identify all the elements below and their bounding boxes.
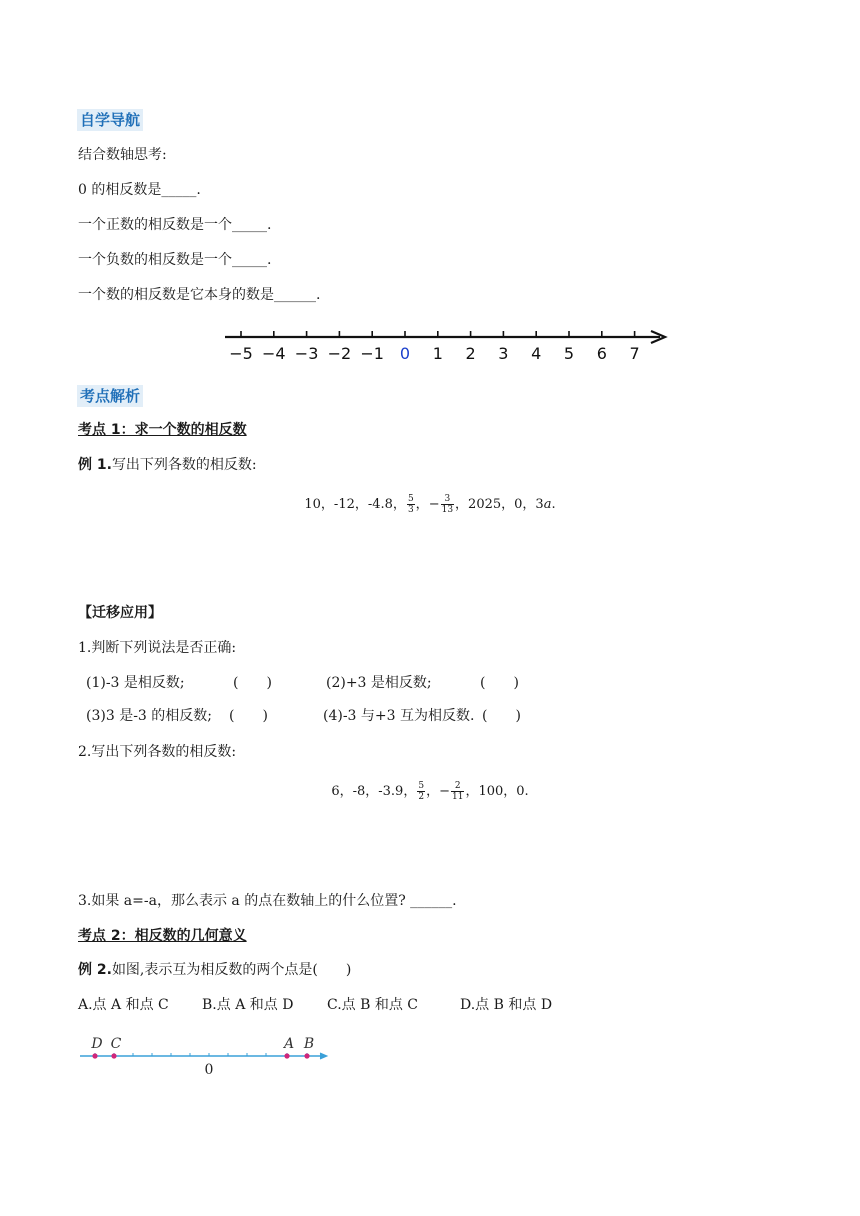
option-d[interactable]: D.点 B 和点 D — [460, 997, 553, 1013]
intro-prompt: 结合数轴思考: — [78, 147, 167, 163]
example-1 — [78, 455, 257, 475]
point-d — [92, 1053, 97, 1058]
fraction-3-13: $\frac{3}{13}$ — [441, 494, 454, 515]
number-line-points-figure — [75, 1030, 340, 1082]
intro-question-1: 0 的相反数是_____. — [78, 182, 201, 198]
statement-3: (3)3 是-3 的相反数; — [86, 708, 212, 724]
number-line-tick-label: 6 — [596, 344, 607, 363]
number-line-tick-label: 0 — [399, 344, 411, 363]
statement-2-answer-blank[interactable]: ( ) — [480, 675, 519, 691]
number-line-tick-label: 3 — [498, 344, 509, 363]
example-1-label: 例 1. — [78, 457, 112, 473]
example-2-text: 如图,表示互为相反数的两个点是( ) — [111, 962, 352, 978]
minus-sign: − — [428, 497, 440, 512]
number-line-tick-label: 1 — [432, 344, 443, 363]
option-c[interactable]: C.点 B 和点 C — [327, 997, 419, 1013]
statement-4-answer-blank[interactable]: ( ) — [482, 708, 521, 724]
number-line-tick-label: −5 — [229, 344, 253, 363]
example-1-number-list — [0, 494, 860, 515]
number-line-tick-label: −2 — [327, 344, 352, 363]
transfer-question-2: 2.写出下列各数的相反数: — [78, 744, 237, 760]
number-line-tick-label: −1 — [360, 344, 384, 363]
point-b — [304, 1053, 309, 1058]
list-part: 6，-8，-3.9， — [331, 784, 417, 799]
number-line-2-arrow-icon — [320, 1053, 327, 1059]
point-label-b: B — [303, 1036, 315, 1052]
transfer-number-list — [0, 781, 860, 802]
statement-2: (2)+3 是相反数; — [326, 675, 432, 691]
number-line-tick-label: 2 — [465, 344, 476, 363]
statement-4: (4)-3 与+3 互为相反数. — [323, 708, 475, 724]
number-line-tick-label: 7 — [629, 344, 640, 363]
fraction-2-11: $\frac{2}{11}$ — [452, 781, 464, 802]
number-line-figure — [215, 322, 675, 370]
example-1-text: 写出下列各数的相反数: — [111, 457, 257, 473]
transfer-question-3: 3.如果 a=-a，那么表示 a 的点在数轴上的什么位置? ______. — [78, 893, 457, 909]
number-line-tick-label: −3 — [294, 344, 319, 363]
example-2-label: 例 2. — [78, 962, 112, 978]
section-title-self-study: 自学导航 — [77, 109, 143, 131]
option-a[interactable]: A.点 A 和点 C — [78, 997, 169, 1013]
fraction-5-2: $\frac{5}{2}$ — [418, 781, 425, 802]
point-label-a: A — [283, 1036, 295, 1052]
intro-question-2: 一个正数的相反数是一个_____. — [78, 217, 272, 233]
variable-a: a — [543, 497, 552, 512]
kd1-title: 考点 1：求一个数的相反数 — [78, 422, 247, 438]
list-separator: ， — [426, 784, 440, 799]
statement-3-answer-blank[interactable]: ( ) — [229, 708, 268, 724]
intro-question-3: 一个负数的相反数是一个_____. — [78, 252, 272, 268]
statement-1-answer-blank[interactable]: ( ) — [233, 675, 272, 691]
list-separator: ， — [415, 497, 429, 512]
point-label-d: D — [91, 1036, 103, 1052]
point-a — [284, 1053, 289, 1058]
point-c — [111, 1053, 116, 1058]
option-b[interactable]: B.点 A 和点 D — [202, 997, 294, 1013]
number-line-tick-label: −4 — [262, 344, 286, 363]
statement-1: (1)-3 是相反数; — [86, 675, 185, 691]
list-part: 10，-12，-4.8， — [304, 497, 406, 512]
section-title-analysis: 考点解析 — [77, 385, 143, 407]
point-label-c: C — [110, 1036, 122, 1052]
list-end: . — [551, 497, 556, 512]
list-part: ，2025，0，3 — [455, 497, 544, 512]
kd2-title: 考点 2：相反数的几何意义 — [78, 928, 247, 944]
number-line-2-zero-label: 0 — [204, 1062, 214, 1078]
example-2 — [78, 960, 351, 980]
fraction-5-3: $\frac{5}{3}$ — [407, 494, 414, 515]
intro-question-4: 一个数的相反数是它本身的数是______. — [78, 287, 321, 303]
number-line-tick-label: 5 — [563, 344, 575, 363]
number-line-tick-label: 4 — [531, 344, 542, 363]
minus-sign: − — [439, 784, 450, 799]
list-part: ，100，0. — [465, 784, 529, 799]
transfer-title: 【迁移应用】 — [78, 605, 162, 621]
transfer-question-1: 1.判断下列说法是否正确: — [78, 640, 237, 656]
